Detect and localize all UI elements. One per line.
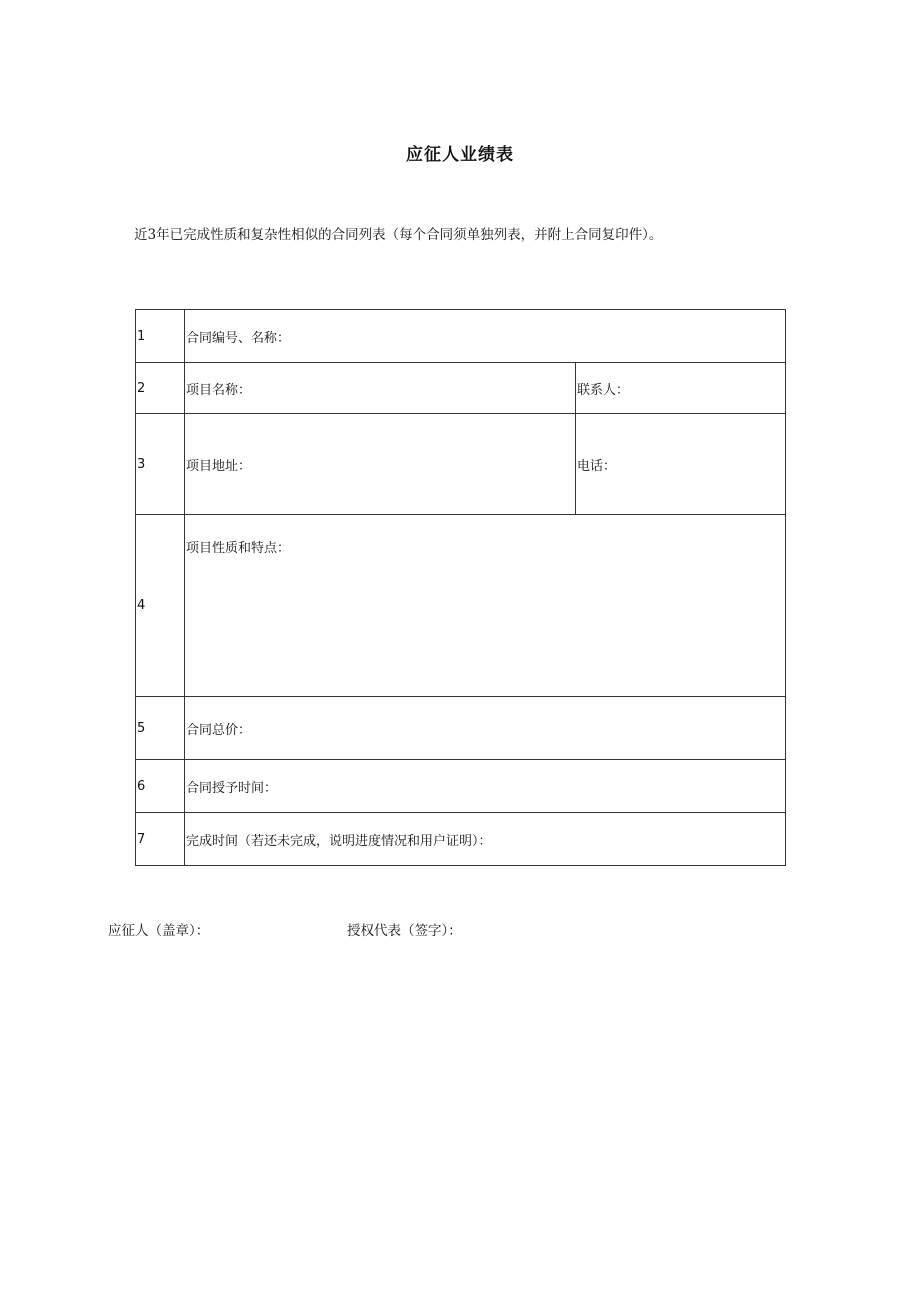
- contract-number-name-field: 合同编号、名称：: [185, 310, 786, 363]
- project-name-field: 项目名称：: [185, 363, 576, 414]
- row-number: 2: [136, 363, 185, 414]
- project-address-field: 项目地址：: [185, 414, 576, 515]
- row-number: 5: [136, 697, 185, 760]
- project-nature-field: 项目性质和特点：: [185, 515, 786, 697]
- contact-person-field: 联系人：: [576, 363, 786, 414]
- row-number: 1: [136, 310, 185, 363]
- table-row-2: [136, 363, 786, 414]
- intro-text: 近3年已完成性质和复杂性相似的合同列表（每个合同须单独列表，并附上合同复印件）。: [134, 227, 663, 243]
- row-number: 4: [136, 515, 185, 697]
- table-row-4: [136, 515, 786, 697]
- table-row-1: [136, 310, 786, 363]
- table-row-6: [136, 760, 786, 813]
- phone-field: 电话：: [576, 414, 786, 515]
- page-title: 应征人业绩表: [406, 145, 514, 165]
- contract-award-time-field: 合同授予时间：: [185, 760, 786, 813]
- row-number: 6: [136, 760, 185, 813]
- table-row-5: [136, 697, 786, 760]
- row-number: 7: [136, 813, 185, 866]
- completion-time-field: 完成时间（若还未完成，说明进度情况和用户证明）：: [185, 813, 786, 866]
- applicant-seal-label: 应征人（盖章）：: [108, 923, 210, 939]
- table-row-7: [136, 813, 786, 866]
- contract-total-price-field: 合同总价：: [185, 697, 786, 760]
- authorized-signature-label: 授权代表（签字）：: [347, 923, 462, 939]
- performance-table: [135, 309, 786, 866]
- table-row-3: [136, 414, 786, 515]
- row-number: 3: [136, 414, 185, 515]
